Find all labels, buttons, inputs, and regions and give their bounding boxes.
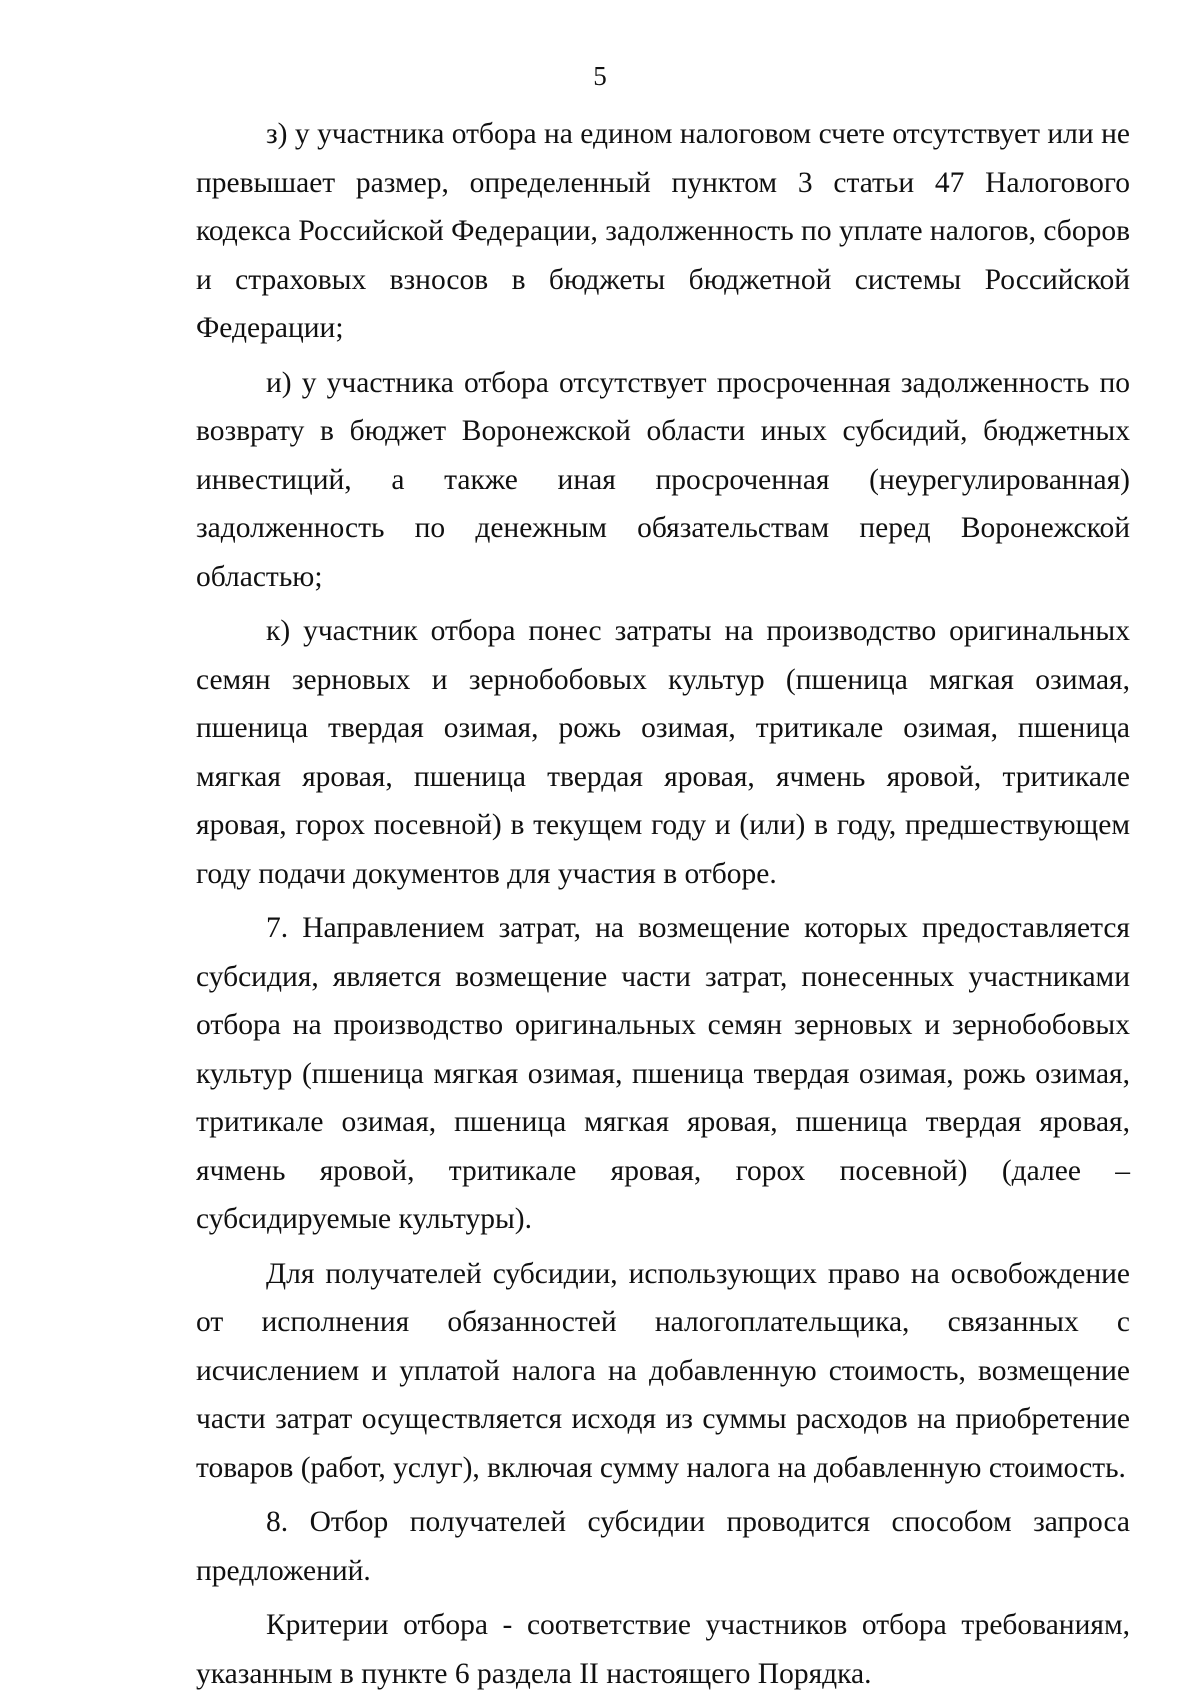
- paragraph-8-selection-method: 8. Отбор получателей субсидии проводится способом запроса предложений.: [196, 1506, 1130, 1587]
- paragraph-i-overdue-debt: и) у участника отбора отсутствует просроченная задолженность по возврату в бюджет Воронежской области иных субсидий, бюджетных инвестиций, а также иная просроченная (неурегулированная) задолженность по денежным обязательствам перед Воронежской областью;: [196, 366, 1130, 593]
- paragraph-k-seed-costs: к) участник отбора понес затраты на производство оригинальных семян зерновых и зернобобовых культур (пшеница мягкая озимая, пшеница твердая озимая, рожь озимая, тритикале озимая, пшеница мягкая яровая, пшеница твердая яровая, ячмень яровой, тритикале яровая, горох посевной) в текущем году и (или) в году, предшествующем году подачи документов для участия в отборе.: [196, 615, 1130, 890]
- paragraph-vat-exemption: Для получателей субсидии, использующих право на освобождение от исполнения обязанностей налогоплательщика, связанных с исчислением и уплатой налога на добавленную стоимость, возмещение части затрат осуществляется исходя из суммы расходов на приобретение товаров (работ, услуг), включая сумму налога на добавленную стоимость.: [196, 1257, 1130, 1484]
- paragraph-z-tax-debt: з) у участника отбора на едином налоговом счете отсутствует или не превышает размер, определенный пунктом 3 статьи 47 Налогового кодекса Российской Федерации, задолженность по уплате налогов, сборов и страховых взносов в бюджеты бюджетной системы Российской Федерации;: [196, 118, 1130, 344]
- document-body: [196, 110, 1130, 1698]
- paragraph-7-cost-direction: 7. Направлением затрат, на возмещение которых предоставляется субсидия, является возмещение части затрат, понесенных участниками отбора на производство оригинальных семян зерновых и зернобобовых культур (пшеница мягкая озимая, пшеница твердая озимая, рожь озимая, тритикале озимая, пшеница мягкая яровая, пшеница твердая яровая, ячмень яровой, тритикале яровая, горох посевной) (далее – субсидируемые культуры).: [196, 912, 1130, 1235]
- paragraph-selection-criteria: Критерии отбора - соответствие участников отбора требованиям, указанным в пункте 6 раздела II настоящего Порядка.: [196, 1609, 1130, 1690]
- page-number: 5: [593, 61, 607, 91]
